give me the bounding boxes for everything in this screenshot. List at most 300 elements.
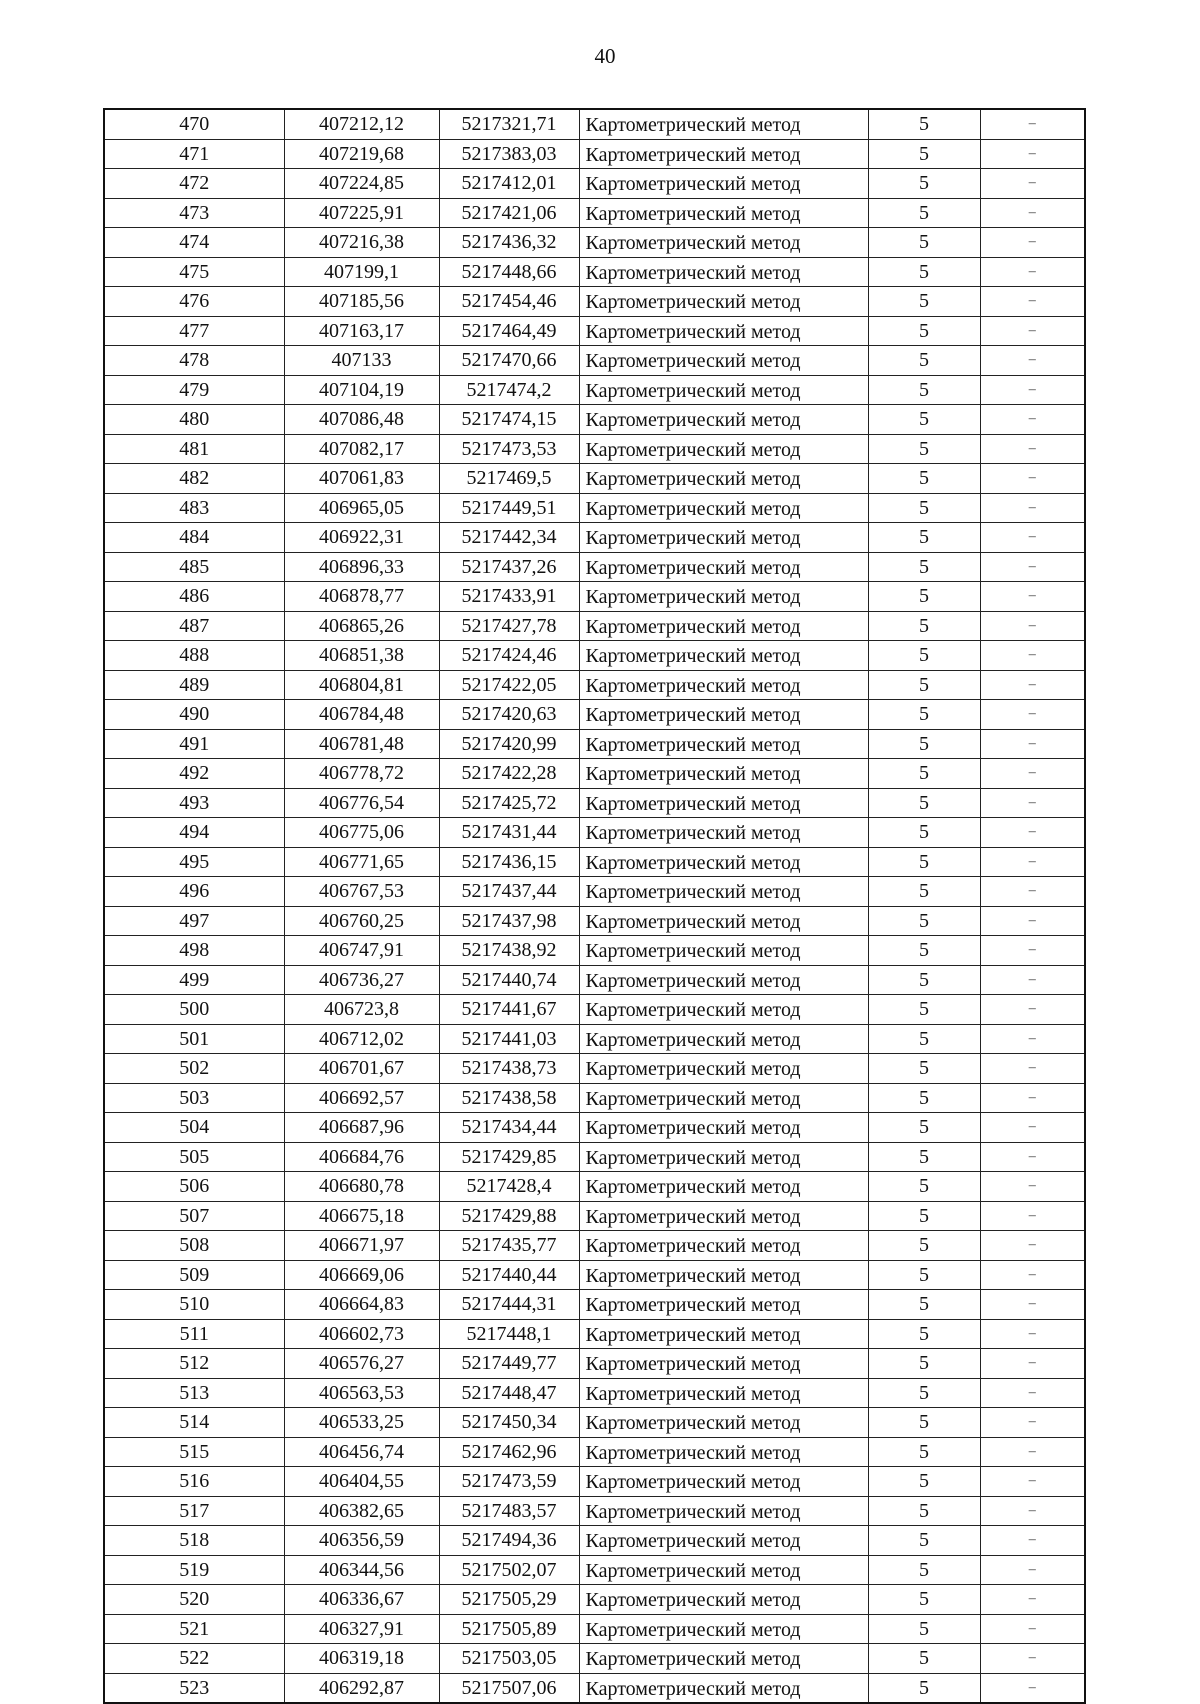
x-coordinate-cell: 406775,06: [284, 818, 439, 848]
point-number-cell: 492: [104, 759, 284, 789]
table-row: [104, 552, 1085, 582]
x-coordinate-cell: 406680,78: [284, 1172, 439, 1202]
description-cell: –: [980, 1526, 1085, 1556]
table-row: [104, 965, 1085, 995]
description-cell: –: [980, 641, 1085, 671]
y-coordinate-cell: 5217449,77: [439, 1349, 579, 1379]
y-coordinate-cell: 5217464,49: [439, 316, 579, 346]
accuracy-cell: 5: [868, 1024, 980, 1054]
point-number-cell: 512: [104, 1349, 284, 1379]
method-cell: Картометрический метод: [579, 641, 868, 671]
point-number-cell: 495: [104, 847, 284, 877]
accuracy-cell: 5: [868, 257, 980, 287]
page-number: 40: [594, 44, 616, 68]
y-coordinate-cell: 5217474,2: [439, 375, 579, 405]
method-cell: Картометрический метод: [579, 965, 868, 995]
method-cell: Картометрический метод: [579, 1673, 868, 1703]
accuracy-cell: 5: [868, 1585, 980, 1615]
point-number-cell: 505: [104, 1142, 284, 1172]
point-number-cell: 483: [104, 493, 284, 523]
y-coordinate-cell: 5217383,03: [439, 139, 579, 169]
point-number-cell: 501: [104, 1024, 284, 1054]
table-row: [104, 1113, 1085, 1143]
x-coordinate-cell: 406760,25: [284, 906, 439, 936]
method-cell: Картометрический метод: [579, 228, 868, 258]
x-coordinate-cell: 407061,83: [284, 464, 439, 494]
table-row: [104, 1673, 1085, 1703]
table-row: [104, 198, 1085, 228]
point-number-cell: 520: [104, 1585, 284, 1615]
x-coordinate-cell: 406701,67: [284, 1054, 439, 1084]
y-coordinate-cell: 5217437,98: [439, 906, 579, 936]
accuracy-cell: 5: [868, 1290, 980, 1320]
accuracy-cell: 5: [868, 1644, 980, 1674]
y-coordinate-cell: 5217449,51: [439, 493, 579, 523]
table-row: [104, 109, 1085, 139]
accuracy-cell: 5: [868, 552, 980, 582]
point-number-cell: 482: [104, 464, 284, 494]
x-coordinate-cell: 407185,56: [284, 287, 439, 317]
x-coordinate-cell: 406784,48: [284, 700, 439, 730]
accuracy-cell: 5: [868, 1113, 980, 1143]
point-number-cell: 484: [104, 523, 284, 553]
table-row: [104, 1496, 1085, 1526]
point-number-cell: 476: [104, 287, 284, 317]
accuracy-cell: 5: [868, 1260, 980, 1290]
y-coordinate-cell: 5217422,28: [439, 759, 579, 789]
accuracy-cell: 5: [868, 788, 980, 818]
x-coordinate-cell: 406776,54: [284, 788, 439, 818]
description-cell: –: [980, 493, 1085, 523]
method-cell: Картометрический метод: [579, 670, 868, 700]
table-row: [104, 1437, 1085, 1467]
description-cell: –: [980, 670, 1085, 700]
table-row: [104, 1201, 1085, 1231]
x-coordinate-cell: 407199,1: [284, 257, 439, 287]
method-cell: Картометрический метод: [579, 1644, 868, 1674]
accuracy-cell: 5: [868, 1083, 980, 1113]
x-coordinate-cell: 406723,8: [284, 995, 439, 1025]
y-coordinate-cell: 5217505,89: [439, 1614, 579, 1644]
method-cell: Картометрический метод: [579, 1349, 868, 1379]
point-number-cell: 471: [104, 139, 284, 169]
y-coordinate-cell: 5217470,66: [439, 346, 579, 376]
x-coordinate-cell: 407225,91: [284, 198, 439, 228]
x-coordinate-cell: 406669,06: [284, 1260, 439, 1290]
y-coordinate-cell: 5217421,06: [439, 198, 579, 228]
coordinates-table: [103, 108, 1086, 1704]
accuracy-cell: 5: [868, 1555, 980, 1585]
description-cell: –: [980, 582, 1085, 612]
table-row: [104, 139, 1085, 169]
description-cell: –: [980, 139, 1085, 169]
y-coordinate-cell: 5217473,59: [439, 1467, 579, 1497]
point-number-cell: 475: [104, 257, 284, 287]
description-cell: –: [980, 169, 1085, 199]
y-coordinate-cell: 5217436,15: [439, 847, 579, 877]
method-cell: Картометрический метод: [579, 906, 868, 936]
y-coordinate-cell: 5217450,34: [439, 1408, 579, 1438]
point-number-cell: 509: [104, 1260, 284, 1290]
point-number-cell: 490: [104, 700, 284, 730]
accuracy-cell: 5: [868, 936, 980, 966]
x-coordinate-cell: 406712,02: [284, 1024, 439, 1054]
accuracy-cell: 5: [868, 1673, 980, 1703]
x-coordinate-cell: 406896,33: [284, 552, 439, 582]
method-cell: Картометрический метод: [579, 109, 868, 139]
table-row: [104, 936, 1085, 966]
method-cell: Картометрический метод: [579, 1319, 868, 1349]
table-row: [104, 641, 1085, 671]
x-coordinate-cell: 406778,72: [284, 759, 439, 789]
x-coordinate-cell: 407082,17: [284, 434, 439, 464]
x-coordinate-cell: 406292,87: [284, 1673, 439, 1703]
y-coordinate-cell: 5217429,88: [439, 1201, 579, 1231]
method-cell: Картометрический метод: [579, 1378, 868, 1408]
description-cell: –: [980, 434, 1085, 464]
table-row: [104, 464, 1085, 494]
x-coordinate-cell: 406736,27: [284, 965, 439, 995]
accuracy-cell: 5: [868, 1054, 980, 1084]
description-cell: –: [980, 877, 1085, 907]
y-coordinate-cell: 5217483,57: [439, 1496, 579, 1526]
method-cell: Картометрический метод: [579, 287, 868, 317]
point-number-cell: 522: [104, 1644, 284, 1674]
point-number-cell: 507: [104, 1201, 284, 1231]
table-row: [104, 1054, 1085, 1084]
x-coordinate-cell: 406404,55: [284, 1467, 439, 1497]
accuracy-cell: 5: [868, 523, 980, 553]
method-cell: Картометрический метод: [579, 169, 868, 199]
description-cell: –: [980, 1496, 1085, 1526]
x-coordinate-cell: 406684,76: [284, 1142, 439, 1172]
table-row: [104, 700, 1085, 730]
method-cell: Картометрический метод: [579, 1467, 868, 1497]
y-coordinate-cell: 5217435,77: [439, 1231, 579, 1261]
point-number-cell: 513: [104, 1378, 284, 1408]
accuracy-cell: 5: [868, 670, 980, 700]
table-row: [104, 1585, 1085, 1615]
description-cell: –: [980, 552, 1085, 582]
table-row: [104, 847, 1085, 877]
accuracy-cell: 5: [868, 316, 980, 346]
description-cell: –: [980, 1467, 1085, 1497]
description-cell: –: [980, 788, 1085, 818]
x-coordinate-cell: 406671,97: [284, 1231, 439, 1261]
table-row: [104, 287, 1085, 317]
y-coordinate-cell: 5217412,01: [439, 169, 579, 199]
y-coordinate-cell: 5217448,66: [439, 257, 579, 287]
description-cell: –: [980, 198, 1085, 228]
point-number-cell: 510: [104, 1290, 284, 1320]
point-number-cell: 473: [104, 198, 284, 228]
x-coordinate-cell: 406576,27: [284, 1349, 439, 1379]
x-coordinate-cell: 406747,91: [284, 936, 439, 966]
table-row: [104, 1526, 1085, 1556]
description-cell: –: [980, 1614, 1085, 1644]
accuracy-cell: 5: [868, 1349, 980, 1379]
method-cell: Картометрический метод: [579, 582, 868, 612]
point-number-cell: 521: [104, 1614, 284, 1644]
x-coordinate-cell: 406344,56: [284, 1555, 439, 1585]
table-row: [104, 995, 1085, 1025]
x-coordinate-cell: 406456,74: [284, 1437, 439, 1467]
accuracy-cell: 5: [868, 169, 980, 199]
y-coordinate-cell: 5217462,96: [439, 1437, 579, 1467]
description-cell: –: [980, 375, 1085, 405]
accuracy-cell: 5: [868, 375, 980, 405]
method-cell: Картометрический метод: [579, 257, 868, 287]
x-coordinate-cell: 406767,53: [284, 877, 439, 907]
method-cell: Картометрический метод: [579, 611, 868, 641]
y-coordinate-cell: 5217494,36: [439, 1526, 579, 1556]
y-coordinate-cell: 5217438,58: [439, 1083, 579, 1113]
y-coordinate-cell: 5217420,99: [439, 729, 579, 759]
accuracy-cell: 5: [868, 995, 980, 1025]
description-cell: –: [980, 965, 1085, 995]
x-coordinate-cell: 407163,17: [284, 316, 439, 346]
point-number-cell: 485: [104, 552, 284, 582]
table-row: [104, 523, 1085, 553]
table-row: [104, 1142, 1085, 1172]
point-number-cell: 478: [104, 346, 284, 376]
x-coordinate-cell: 407086,48: [284, 405, 439, 435]
method-cell: Картометрический метод: [579, 523, 868, 553]
x-coordinate-cell: 407219,68: [284, 139, 439, 169]
x-coordinate-cell: 407224,85: [284, 169, 439, 199]
table-row: [104, 1614, 1085, 1644]
point-number-cell: 504: [104, 1113, 284, 1143]
accuracy-cell: 5: [868, 1496, 980, 1526]
method-cell: Картометрический метод: [579, 139, 868, 169]
point-number-cell: 511: [104, 1319, 284, 1349]
accuracy-cell: 5: [868, 1437, 980, 1467]
y-coordinate-cell: 5217503,05: [439, 1644, 579, 1674]
method-cell: Картометрический метод: [579, 1526, 868, 1556]
accuracy-cell: 5: [868, 818, 980, 848]
y-coordinate-cell: 5217469,5: [439, 464, 579, 494]
y-coordinate-cell: 5217441,67: [439, 995, 579, 1025]
table-row: [104, 670, 1085, 700]
point-number-cell: 508: [104, 1231, 284, 1261]
table-row: [104, 1172, 1085, 1202]
accuracy-cell: 5: [868, 1378, 980, 1408]
point-number-cell: 496: [104, 877, 284, 907]
y-coordinate-cell: 5217442,34: [439, 523, 579, 553]
x-coordinate-cell: 407216,38: [284, 228, 439, 258]
description-cell: –: [980, 847, 1085, 877]
x-coordinate-cell: 407212,12: [284, 109, 439, 139]
y-coordinate-cell: 5217428,4: [439, 1172, 579, 1202]
y-coordinate-cell: 5217440,44: [439, 1260, 579, 1290]
x-coordinate-cell: 406664,83: [284, 1290, 439, 1320]
point-number-cell: 474: [104, 228, 284, 258]
x-coordinate-cell: 406692,57: [284, 1083, 439, 1113]
description-cell: –: [980, 936, 1085, 966]
coordinates-table-body: [104, 109, 1085, 1703]
description-cell: –: [980, 287, 1085, 317]
table-row: [104, 346, 1085, 376]
y-coordinate-cell: 5217507,06: [439, 1673, 579, 1703]
table-row: [104, 1349, 1085, 1379]
table-row: [104, 1467, 1085, 1497]
point-number-cell: 498: [104, 936, 284, 966]
description-cell: –: [980, 1142, 1085, 1172]
y-coordinate-cell: 5217437,44: [439, 877, 579, 907]
table-row: [104, 405, 1085, 435]
table-row: [104, 228, 1085, 258]
description-cell: –: [980, 346, 1085, 376]
y-coordinate-cell: 5217438,73: [439, 1054, 579, 1084]
description-cell: –: [980, 1408, 1085, 1438]
point-number-cell: 487: [104, 611, 284, 641]
accuracy-cell: 5: [868, 1172, 980, 1202]
x-coordinate-cell: 406878,77: [284, 582, 439, 612]
point-number-cell: 488: [104, 641, 284, 671]
table-row: [104, 434, 1085, 464]
description-cell: –: [980, 1644, 1085, 1674]
accuracy-cell: 5: [868, 1201, 980, 1231]
accuracy-cell: 5: [868, 965, 980, 995]
table-row: [104, 611, 1085, 641]
accuracy-cell: 5: [868, 759, 980, 789]
method-cell: Картометрический метод: [579, 552, 868, 582]
point-number-cell: 519: [104, 1555, 284, 1585]
description-cell: –: [980, 1172, 1085, 1202]
x-coordinate-cell: 406687,96: [284, 1113, 439, 1143]
point-number-cell: 506: [104, 1172, 284, 1202]
accuracy-cell: 5: [868, 493, 980, 523]
x-coordinate-cell: 406851,38: [284, 641, 439, 671]
description-cell: –: [980, 228, 1085, 258]
description-cell: –: [980, 1437, 1085, 1467]
accuracy-cell: 5: [868, 198, 980, 228]
point-number-cell: 516: [104, 1467, 284, 1497]
description-cell: –: [980, 523, 1085, 553]
description-cell: –: [980, 1201, 1085, 1231]
method-cell: Картометрический метод: [579, 995, 868, 1025]
method-cell: Картометрический метод: [579, 1585, 868, 1615]
description-cell: –: [980, 906, 1085, 936]
table-row: [104, 729, 1085, 759]
description-cell: –: [980, 1585, 1085, 1615]
description-cell: –: [980, 995, 1085, 1025]
accuracy-cell: 5: [868, 1526, 980, 1556]
accuracy-cell: 5: [868, 1142, 980, 1172]
method-cell: Картометрический метод: [579, 877, 868, 907]
description-cell: –: [980, 109, 1085, 139]
description-cell: –: [980, 257, 1085, 287]
y-coordinate-cell: 5217434,44: [439, 1113, 579, 1143]
method-cell: Картометрический метод: [579, 1555, 868, 1585]
method-cell: Картометрический метод: [579, 847, 868, 877]
accuracy-cell: 5: [868, 464, 980, 494]
table-row: [104, 1083, 1085, 1113]
table-row: [104, 1644, 1085, 1674]
table-row: [104, 169, 1085, 199]
method-cell: Картометрический метод: [579, 1054, 868, 1084]
method-cell: Картометрический метод: [579, 818, 868, 848]
point-number-cell: 515: [104, 1437, 284, 1467]
table-row: [104, 375, 1085, 405]
method-cell: Картометрический метод: [579, 1083, 868, 1113]
method-cell: Картометрический метод: [579, 1496, 868, 1526]
x-coordinate-cell: 406922,31: [284, 523, 439, 553]
description-cell: –: [980, 700, 1085, 730]
method-cell: Картометрический метод: [579, 346, 868, 376]
method-cell: Картометрический метод: [579, 1201, 868, 1231]
point-number-cell: 494: [104, 818, 284, 848]
description-cell: –: [980, 1054, 1085, 1084]
description-cell: –: [980, 1349, 1085, 1379]
table-row: [104, 257, 1085, 287]
table-row: [104, 877, 1085, 907]
x-coordinate-cell: 406336,67: [284, 1585, 439, 1615]
point-number-cell: 500: [104, 995, 284, 1025]
y-coordinate-cell: 5217502,07: [439, 1555, 579, 1585]
table-row: [104, 1408, 1085, 1438]
method-cell: Картометрический метод: [579, 1142, 868, 1172]
accuracy-cell: 5: [868, 1319, 980, 1349]
x-coordinate-cell: 407133: [284, 346, 439, 376]
y-coordinate-cell: 5217438,92: [439, 936, 579, 966]
method-cell: Картометрический метод: [579, 375, 868, 405]
method-cell: Картометрический метод: [579, 1024, 868, 1054]
method-cell: Картометрический метод: [579, 759, 868, 789]
method-cell: Картометрический метод: [579, 316, 868, 346]
x-coordinate-cell: 406602,73: [284, 1319, 439, 1349]
y-coordinate-cell: 5217437,26: [439, 552, 579, 582]
accuracy-cell: 5: [868, 847, 980, 877]
point-number-cell: 499: [104, 965, 284, 995]
y-coordinate-cell: 5217448,47: [439, 1378, 579, 1408]
accuracy-cell: 5: [868, 641, 980, 671]
y-coordinate-cell: 5217454,46: [439, 287, 579, 317]
table-row: [104, 1378, 1085, 1408]
point-number-cell: 493: [104, 788, 284, 818]
table-row: [104, 788, 1085, 818]
x-coordinate-cell: 406771,65: [284, 847, 439, 877]
description-cell: –: [980, 1378, 1085, 1408]
description-cell: –: [980, 611, 1085, 641]
x-coordinate-cell: 406319,18: [284, 1644, 439, 1674]
accuracy-cell: 5: [868, 906, 980, 936]
x-coordinate-cell: 407104,19: [284, 375, 439, 405]
x-coordinate-cell: 406781,48: [284, 729, 439, 759]
y-coordinate-cell: 5217422,05: [439, 670, 579, 700]
y-coordinate-cell: 5217424,46: [439, 641, 579, 671]
method-cell: Картометрический метод: [579, 788, 868, 818]
method-cell: Картометрический метод: [579, 1437, 868, 1467]
method-cell: Картометрический метод: [579, 405, 868, 435]
x-coordinate-cell: 406804,81: [284, 670, 439, 700]
accuracy-cell: 5: [868, 1467, 980, 1497]
point-number-cell: 489: [104, 670, 284, 700]
description-cell: –: [980, 818, 1085, 848]
table-row: [104, 1024, 1085, 1054]
method-cell: Картометрический метод: [579, 198, 868, 228]
method-cell: Картометрический метод: [579, 700, 868, 730]
accuracy-cell: 5: [868, 405, 980, 435]
description-cell: –: [980, 316, 1085, 346]
y-coordinate-cell: 5217420,63: [439, 700, 579, 730]
y-coordinate-cell: 5217436,32: [439, 228, 579, 258]
table-row: [104, 818, 1085, 848]
accuracy-cell: 5: [868, 287, 980, 317]
description-cell: –: [980, 1083, 1085, 1113]
x-coordinate-cell: 406327,91: [284, 1614, 439, 1644]
table-row: [104, 906, 1085, 936]
